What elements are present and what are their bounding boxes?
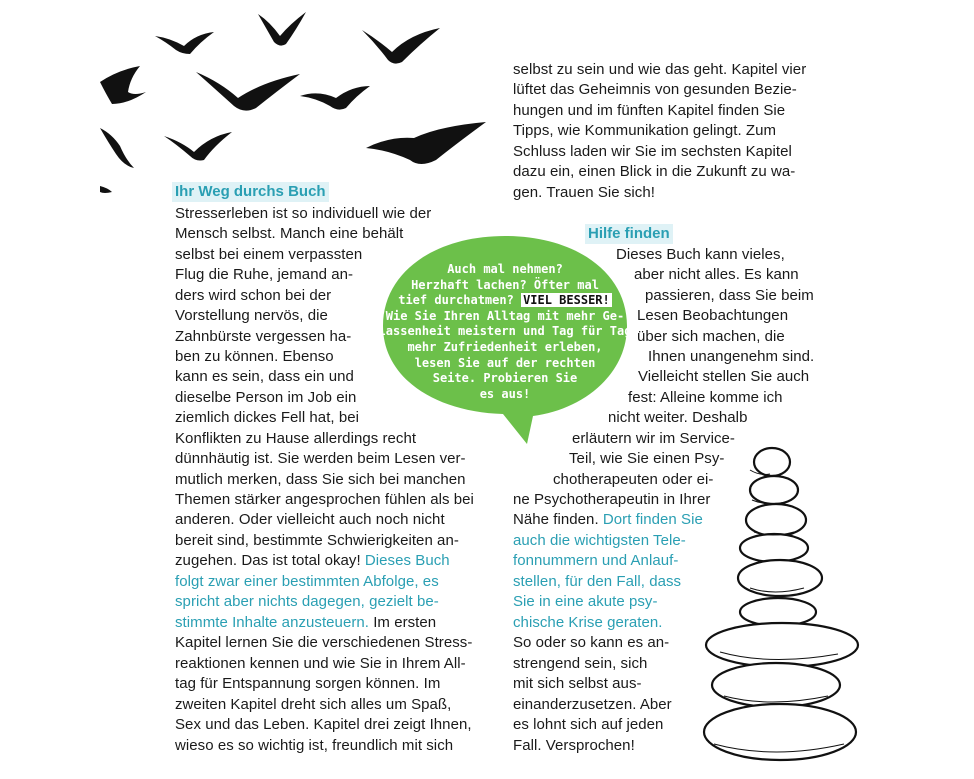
text-line: strengend sein, sich [513, 655, 648, 672]
text-line: mit sich selbst aus- [513, 675, 642, 692]
text-line-teal: spricht aber nichts dagegen, gezielt be- [175, 593, 439, 610]
text-line: reaktionen kennen und wie Sie in Ihrem All- [175, 655, 466, 672]
text-line: über sich machen, die [637, 328, 785, 345]
text-line-teal: auch die wichtigsten Tele- [513, 532, 686, 549]
text-line: Vorstellung nervös, die [175, 307, 328, 324]
text-line: einanderzusetzen. Aber [513, 696, 672, 713]
section-heading-ihr-weg: Ihr Weg durchs Buch [172, 182, 329, 202]
text-line: ne Psychotherapeutin in Ihrer [513, 491, 711, 508]
bubble-run: tief durchatmen? [398, 293, 514, 308]
text-line: Themen stärker angesprochen fühlen als bei [175, 491, 474, 508]
text-line: Zahnbürste vergessen ha- [175, 328, 352, 345]
text-line: nicht weiter. Deshalb [608, 409, 748, 426]
text-run-teal: Dieses Buch [364, 552, 450, 569]
text-line: Flug die Ruhe, jemand an- [175, 266, 354, 283]
text-run: zugehen. Das ist total okay! [175, 552, 361, 569]
birds-illustration [0, 0, 500, 200]
bubble-line: lesen Sie auf der rechten [414, 355, 596, 370]
text-line: Kapitel lernen Sie die verschiedenen Stress- [175, 634, 473, 651]
text-run-teal: Dort finden Sie [602, 511, 703, 528]
bubble-highlight: VIEL BESSER! [523, 293, 610, 308]
text-line: Tipps, wie Kommunikation gelingt. Zum [513, 122, 777, 139]
text-run-teal: stimmte Inhalte anzusteuern. [175, 614, 369, 631]
text-line: So oder so kann es an- [513, 634, 670, 651]
text-run: Nähe finden. [513, 511, 599, 528]
bubble-line: Herzhaft lachen? Öfter mal [411, 277, 599, 292]
text-line: Stresserleben ist so individuell wie der [175, 205, 432, 222]
text-line-teal: Sie in eine akute psy- [513, 593, 658, 610]
bubble-line: mehr Zufriedenheit erleben, [407, 339, 603, 354]
text-line: chotherapeuten oder ei- [553, 471, 714, 488]
text-line: mutlich merken, dass Sie sich bei manchen [175, 471, 466, 488]
text-run: Im ersten [373, 614, 437, 631]
section-heading-hilfe-finden: Hilfe finden [585, 224, 673, 244]
bubble-line: Auch mal nehmen? [447, 262, 563, 276]
text-line: lüftet das Geheimnis von gesunden Bezie- [513, 81, 797, 98]
text-line: ben zu können. Ebenso [175, 348, 334, 365]
text-line: zweiten Kapitel dreht sich alles um Spaß, [175, 696, 452, 713]
text-line: hungen und im fünften Kapitel finden Sie [513, 102, 786, 119]
bubble-line [375, 293, 635, 309]
text-line: Sex und das Leben. Kapitel drei zeigt Ihnen, [175, 716, 472, 733]
text-line [513, 510, 703, 530]
text-line-teal: fonnummern und Anlauf- [513, 552, 679, 569]
text-line: Dieses Buch kann vieles, [616, 246, 785, 263]
text-line: Teil, wie Sie einen Psy- [569, 450, 725, 467]
text-line: es lohnt sich auf jeden [513, 716, 664, 733]
text-line: ders wird schon bei der [175, 287, 332, 304]
text-line: wieso es so wichtig ist, freundlich mit sich [175, 737, 454, 754]
text-line: dieselbe Person im Job ein [175, 389, 357, 406]
bubble-line: lassenheit meistern und Tag für Tag [378, 324, 632, 339]
text-line [175, 551, 450, 571]
text-line: Fall. Versprochen! [513, 737, 635, 754]
text-line: erläutern wir im Service- [572, 430, 735, 447]
text-line: Konflikten zu Hause allerdings recht [175, 430, 417, 447]
text-line: tag für Entspannung sorgen können. Im [175, 675, 441, 692]
text-line: Mensch selbst. Manch eine behält [175, 225, 404, 242]
text-line: bereit sind, bestimmte Schwierigkeiten an- [175, 532, 459, 549]
stone-stack-illustration [690, 440, 870, 770]
bubble-line: Seite. Probieren Sie [432, 371, 578, 386]
text-line-teal: stellen, für den Fall, dass [513, 573, 682, 590]
text-line [175, 613, 436, 633]
text-line: dazu ein, einen Blick in die Zukunft zu wa- [513, 163, 796, 180]
text-line: passieren, dass Sie beim [645, 287, 814, 304]
bubble-line: es aus! [479, 386, 531, 401]
text-line: selbst bei einem verpassten [175, 246, 363, 263]
text-line: ziemlich dickes Fell hat, bei [175, 409, 360, 426]
text-line: selbst zu sein und wie das geht. Kapitel vier [513, 61, 807, 78]
text-line: fest: Alleine komme ich [628, 389, 783, 406]
text-line: Lesen Beobachtungen [637, 307, 789, 324]
text-line-teal: chische Krise geraten. [513, 614, 663, 631]
speech-bubble-text [375, 262, 635, 402]
text-line: dünnhäutig ist. Sie werden beim Lesen ver- [175, 450, 466, 467]
text-line: Ihnen unangenehm sind. [648, 348, 815, 365]
text-line: Vielleicht stellen Sie auch [638, 368, 810, 385]
text-line: kann es sein, dass ein und [175, 368, 354, 385]
text-line: anderen. Oder vielleicht auch noch nicht [175, 511, 445, 528]
text-line-teal: folgt zwar einer bestimmten Abfolge, es [175, 573, 439, 590]
text-line: Schluss laden wir Sie im sechsten Kapitel [513, 143, 792, 160]
text-line: gen. Trauen Sie sich! [513, 184, 655, 201]
text-line: aber nicht alles. Es kann [634, 266, 799, 283]
bubble-line: Wie Sie Ihren Alltag mit mehr Ge- [385, 308, 625, 323]
